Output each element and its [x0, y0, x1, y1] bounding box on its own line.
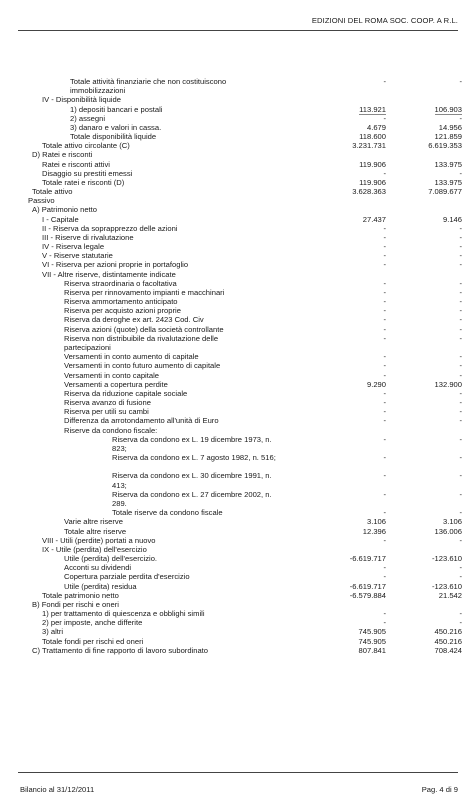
- table-row: [22, 334, 462, 352]
- value-current-year: -: [383, 287, 386, 297]
- value-current-year: -: [383, 324, 386, 334]
- row-label: Riserva per rinnovamento impianti e macchinari: [64, 287, 225, 297]
- table-row: [22, 536, 462, 545]
- value-previous-year: 136.006: [434, 526, 462, 536]
- row-label: Riserva per acquisto azioni proprie: [64, 306, 181, 316]
- row-label: 3) altri: [42, 627, 64, 637]
- row-label: Passivo: [28, 196, 55, 206]
- row-label: Totale riserve da condono fiscale: [112, 508, 223, 518]
- row-label: Utile (perdita) residua: [64, 581, 137, 591]
- table-row: [22, 251, 462, 260]
- value-current-year: 3.231.731: [352, 141, 386, 151]
- table-row: [22, 416, 462, 425]
- value-current-year: 118.600: [359, 132, 386, 142]
- value-previous-year: -: [459, 563, 462, 573]
- table-row: [22, 187, 462, 196]
- value-current-year: -: [383, 535, 386, 545]
- table-row: [22, 453, 462, 471]
- value-previous-year: -: [459, 333, 462, 343]
- row-label: Riserva ammortamento anticipato: [64, 297, 178, 307]
- row-label: IV - Riserva legale: [42, 242, 105, 252]
- value-current-year: -: [383, 168, 386, 178]
- value-previous-year: 121.859: [434, 132, 462, 142]
- table-row: [22, 591, 462, 600]
- row-label: Differenza da arrotondamento all'unità di Euro: [64, 416, 219, 426]
- company-name: EDIZIONI DEL ROMA SOC. COOP. A R.L.: [311, 16, 458, 25]
- value-previous-year: -: [459, 324, 462, 334]
- table-row: [22, 132, 462, 141]
- table-row: [22, 600, 462, 609]
- value-previous-year: -123.610: [432, 554, 462, 564]
- value-current-year: -6.619.717: [349, 554, 386, 564]
- value-previous-year: -: [459, 453, 462, 463]
- table-row: [22, 150, 462, 159]
- table-row: [22, 426, 462, 435]
- value-previous-year: -: [459, 535, 462, 545]
- value-previous-year: -: [459, 609, 462, 619]
- table-row: [22, 279, 462, 288]
- value-current-year: -: [383, 361, 386, 371]
- value-current-year: 3.106: [366, 517, 386, 527]
- row-label: D) Ratei e risconti: [32, 150, 93, 160]
- value-current-year: -: [383, 489, 386, 499]
- value-previous-year: -123.610: [432, 581, 462, 591]
- table-row: [22, 609, 462, 618]
- table-row: [22, 352, 462, 361]
- table-row: [22, 233, 462, 242]
- row-label: Acconti su dividendi: [64, 563, 132, 573]
- table-row: [22, 242, 462, 251]
- row-label: Riserva da deroghe ex art. 2423 Cod. Civ: [64, 315, 204, 325]
- row-label: Totale patrimonio netto: [42, 590, 119, 600]
- row-label: 1) per trattamento di quiescenza e obblighi simili: [42, 609, 205, 619]
- table-row: [22, 160, 462, 169]
- table-row: [22, 123, 462, 132]
- value-current-year: -: [383, 398, 386, 408]
- table-row: [22, 582, 462, 591]
- value-previous-year: 450.216: [434, 627, 462, 637]
- value-previous-year: 3.106: [442, 517, 462, 527]
- value-previous-year: -: [459, 416, 462, 426]
- value-previous-year: -: [459, 260, 462, 270]
- value-current-year: -: [383, 333, 386, 343]
- value-current-year: -: [383, 508, 386, 518]
- table-row: [22, 224, 462, 233]
- table-row: [22, 572, 462, 581]
- table-row: [22, 371, 462, 380]
- table-row: [22, 306, 462, 315]
- table-row: [22, 435, 462, 453]
- value-current-year: 745.905: [358, 636, 386, 646]
- value-current-year: -: [383, 306, 386, 316]
- row-label: B) Fondi per rischi e oneri: [32, 599, 119, 609]
- table-row: [22, 315, 462, 324]
- value-current-year: 745.905: [358, 627, 386, 637]
- row-label: 1) depositi bancari e postali: [70, 104, 163, 114]
- row-label: Totale ratei e risconti (D): [42, 177, 125, 187]
- value-previous-year: -: [459, 352, 462, 362]
- row-label: Totale attività finanziarie che non costituiscono immobilizzazioni: [70, 77, 227, 96]
- value-current-year: 113.921: [359, 104, 386, 114]
- value-current-year: -: [383, 297, 386, 307]
- value-current-year: 119.906: [359, 159, 386, 169]
- row-label: Riserva da condono ex L. 30 dicembre 1991, n. 413;: [112, 471, 272, 490]
- row-label: Riserva da riduzione capitale sociale: [64, 388, 188, 398]
- value-current-year: -: [383, 434, 386, 444]
- row-label: Riserve da condono fiscale:: [64, 425, 158, 435]
- value-current-year: 807.841: [358, 645, 386, 655]
- value-current-year: -: [383, 223, 386, 233]
- value-previous-year: 14.956: [438, 122, 462, 132]
- value-current-year: -: [383, 572, 386, 582]
- value-current-year: 3.628.363: [352, 187, 386, 197]
- table-row: [22, 637, 462, 646]
- value-previous-year: -: [459, 508, 462, 518]
- value-current-year: -: [383, 232, 386, 242]
- value-previous-year: 106.903: [434, 104, 462, 114]
- table-row: [22, 205, 462, 214]
- value-previous-year: -: [459, 618, 462, 628]
- value-previous-year: 133.975: [434, 159, 462, 169]
- value-current-year: -: [383, 251, 386, 261]
- value-previous-year: 450.216: [434, 636, 462, 646]
- value-previous-year: -: [459, 168, 462, 178]
- table-row: [22, 517, 462, 526]
- table-row: [22, 389, 462, 398]
- row-label: Riserva da condono ex L. 27 dicembre 2002, n. 289.: [112, 489, 272, 508]
- value-previous-year: -: [459, 287, 462, 297]
- table-row: [22, 215, 462, 224]
- value-previous-year: -: [459, 242, 462, 252]
- value-previous-year: 7.089.677: [428, 187, 462, 197]
- table-row: [22, 646, 462, 655]
- value-current-year: -6.619.717: [349, 581, 386, 591]
- row-label: Totale disponibilità liquide: [70, 132, 157, 142]
- table-row: [22, 527, 462, 536]
- balance-sheet-table: [22, 77, 462, 655]
- value-previous-year: 6.619.353: [428, 141, 462, 151]
- table-row: [22, 471, 462, 489]
- row-label: 3) danaro e valori in cassa.: [70, 122, 162, 132]
- value-previous-year: -: [459, 434, 462, 444]
- table-row: [22, 95, 462, 104]
- table-row: [22, 297, 462, 306]
- row-label: Riserva straordinaria o facoltativa: [64, 278, 177, 288]
- value-previous-year: -: [459, 77, 462, 86]
- value-previous-year: -: [459, 361, 462, 371]
- value-current-year: -: [383, 352, 386, 362]
- footer-document-date: Bilancio al 31/12/2011: [20, 785, 95, 794]
- table-row: [22, 105, 462, 114]
- value-previous-year: 9.146: [442, 214, 462, 224]
- value-current-year: -: [383, 618, 386, 628]
- value-previous-year: -: [459, 223, 462, 233]
- row-label: Copertura parziale perdita d'esercizio: [64, 572, 190, 582]
- row-label: Totale altre riserve: [64, 526, 127, 536]
- row-label: 2) assegni: [70, 113, 106, 123]
- table-row: [22, 260, 462, 269]
- row-label: V - Riserve statutarie: [42, 251, 113, 261]
- row-label: C) Trattamento di fine rapporto di lavoro subordinato: [32, 645, 209, 655]
- row-label: Ratei e risconti attivi: [42, 159, 110, 169]
- table-row: [22, 380, 462, 389]
- value-previous-year: -: [459, 315, 462, 325]
- value-previous-year: 708.424: [434, 645, 462, 655]
- value-previous-year: -: [459, 388, 462, 398]
- value-current-year: -: [383, 242, 386, 252]
- row-label: Riserva avanzo di fusione: [64, 398, 151, 408]
- value-previous-year: -: [459, 306, 462, 316]
- footer-divider: [18, 772, 458, 773]
- value-previous-year: -: [459, 232, 462, 242]
- row-label: Versamenti in conto futuro aumento di capitale: [64, 361, 221, 371]
- value-previous-year: -: [459, 471, 462, 481]
- table-row: [22, 178, 462, 187]
- table-row: [22, 169, 462, 178]
- value-current-year: -: [383, 260, 386, 270]
- value-current-year: -: [383, 113, 386, 123]
- row-label: II - Riserva da soprapprezzo delle azioni: [42, 223, 178, 233]
- value-current-year: -: [383, 453, 386, 463]
- table-row: [22, 141, 462, 150]
- row-label: Versamenti in conto aumento di capitale: [64, 352, 199, 362]
- value-previous-year: -: [459, 370, 462, 380]
- value-current-year: 27.437: [362, 214, 386, 224]
- value-current-year: -: [383, 77, 386, 86]
- row-label: I - Capitale: [42, 214, 79, 224]
- value-previous-year: -: [459, 572, 462, 582]
- value-current-year: -: [383, 407, 386, 417]
- table-row: [22, 325, 462, 334]
- row-label: IV - Disponibilità liquide: [42, 95, 121, 105]
- table-row: [22, 627, 462, 636]
- header-divider: [18, 30, 458, 31]
- page-number: Pag. 4 di 9: [421, 785, 458, 794]
- value-previous-year: -: [459, 278, 462, 288]
- table-row: [22, 545, 462, 554]
- row-label: IX - Utile (perdita) dell'esercizio: [42, 544, 147, 554]
- row-label: Totale attivo circolante (C): [42, 141, 130, 151]
- table-row: [22, 554, 462, 563]
- row-label: Riserva non distribuibile da rivalutazione delle partecipazioni: [64, 333, 219, 353]
- table-row: [22, 490, 462, 508]
- value-current-year: 12.396: [362, 526, 386, 536]
- row-label: Utile (perdita) dell'esercizio.: [64, 554, 158, 564]
- row-label: Varie altre riserve: [64, 517, 123, 527]
- value-current-year: -: [383, 471, 386, 481]
- row-label: Riserva azioni (quote) della società controllante: [64, 324, 224, 334]
- table-row: [22, 618, 462, 627]
- row-label: III - Riserve di rivalutazione: [42, 232, 134, 242]
- table-row: [22, 288, 462, 297]
- table-row: [22, 114, 462, 123]
- value-current-year: -: [383, 416, 386, 426]
- value-previous-year: -: [459, 251, 462, 261]
- value-previous-year: -: [459, 398, 462, 408]
- value-previous-year: 21.542: [438, 590, 462, 600]
- value-current-year: -: [383, 609, 386, 619]
- row-label: VIII - Utili (perdite) portati a nuovo: [42, 535, 156, 545]
- value-current-year: -: [383, 278, 386, 288]
- table-row: [22, 398, 462, 407]
- table-row: [22, 407, 462, 416]
- value-current-year: -: [383, 563, 386, 573]
- table-row: [22, 563, 462, 572]
- row-label: Versamenti in conto capitale: [64, 370, 159, 380]
- table-row: [22, 361, 462, 370]
- row-label: 2) per imposte, anche differite: [42, 618, 143, 628]
- value-current-year: 9.290: [366, 379, 386, 389]
- value-previous-year: -: [459, 297, 462, 307]
- row-label: A) Patrimonio netto: [32, 205, 97, 215]
- value-current-year: -6.579.884: [349, 590, 386, 600]
- row-label: VII - Altre riserve, distintamente indicate: [42, 269, 176, 279]
- row-label: Totale fondi per rischi ed oneri: [42, 636, 144, 646]
- row-label: Disaggio su prestiti emessi: [42, 168, 133, 178]
- value-current-year: -: [383, 388, 386, 398]
- value-previous-year: 132.900: [434, 379, 462, 389]
- row-label: Riserva da condono ex L. 7 agosto 1982, n. 516;: [112, 453, 276, 463]
- value-current-year: 4.679: [366, 122, 386, 132]
- table-row: [22, 77, 462, 95]
- row-label: Riserva da condono ex L. 19 dicembre 1973, n. 823;: [112, 434, 272, 453]
- row-label: VI - Riserva per azioni proprie in portafoglio: [42, 260, 189, 270]
- value-previous-year: -: [459, 113, 462, 123]
- value-previous-year: 133.975: [434, 177, 462, 187]
- value-previous-year: -: [459, 407, 462, 417]
- table-row: [22, 196, 462, 205]
- value-current-year: -: [383, 315, 386, 325]
- table-row: [22, 508, 462, 517]
- value-current-year: 119.906: [359, 177, 386, 187]
- row-label: Riserva per utili su cambi: [64, 407, 149, 417]
- value-current-year: -: [383, 370, 386, 380]
- value-previous-year: -: [459, 489, 462, 499]
- row-label: Versamenti a copertura perdite: [64, 379, 168, 389]
- row-label: Totale attivo: [32, 187, 73, 197]
- table-row: [22, 270, 462, 279]
